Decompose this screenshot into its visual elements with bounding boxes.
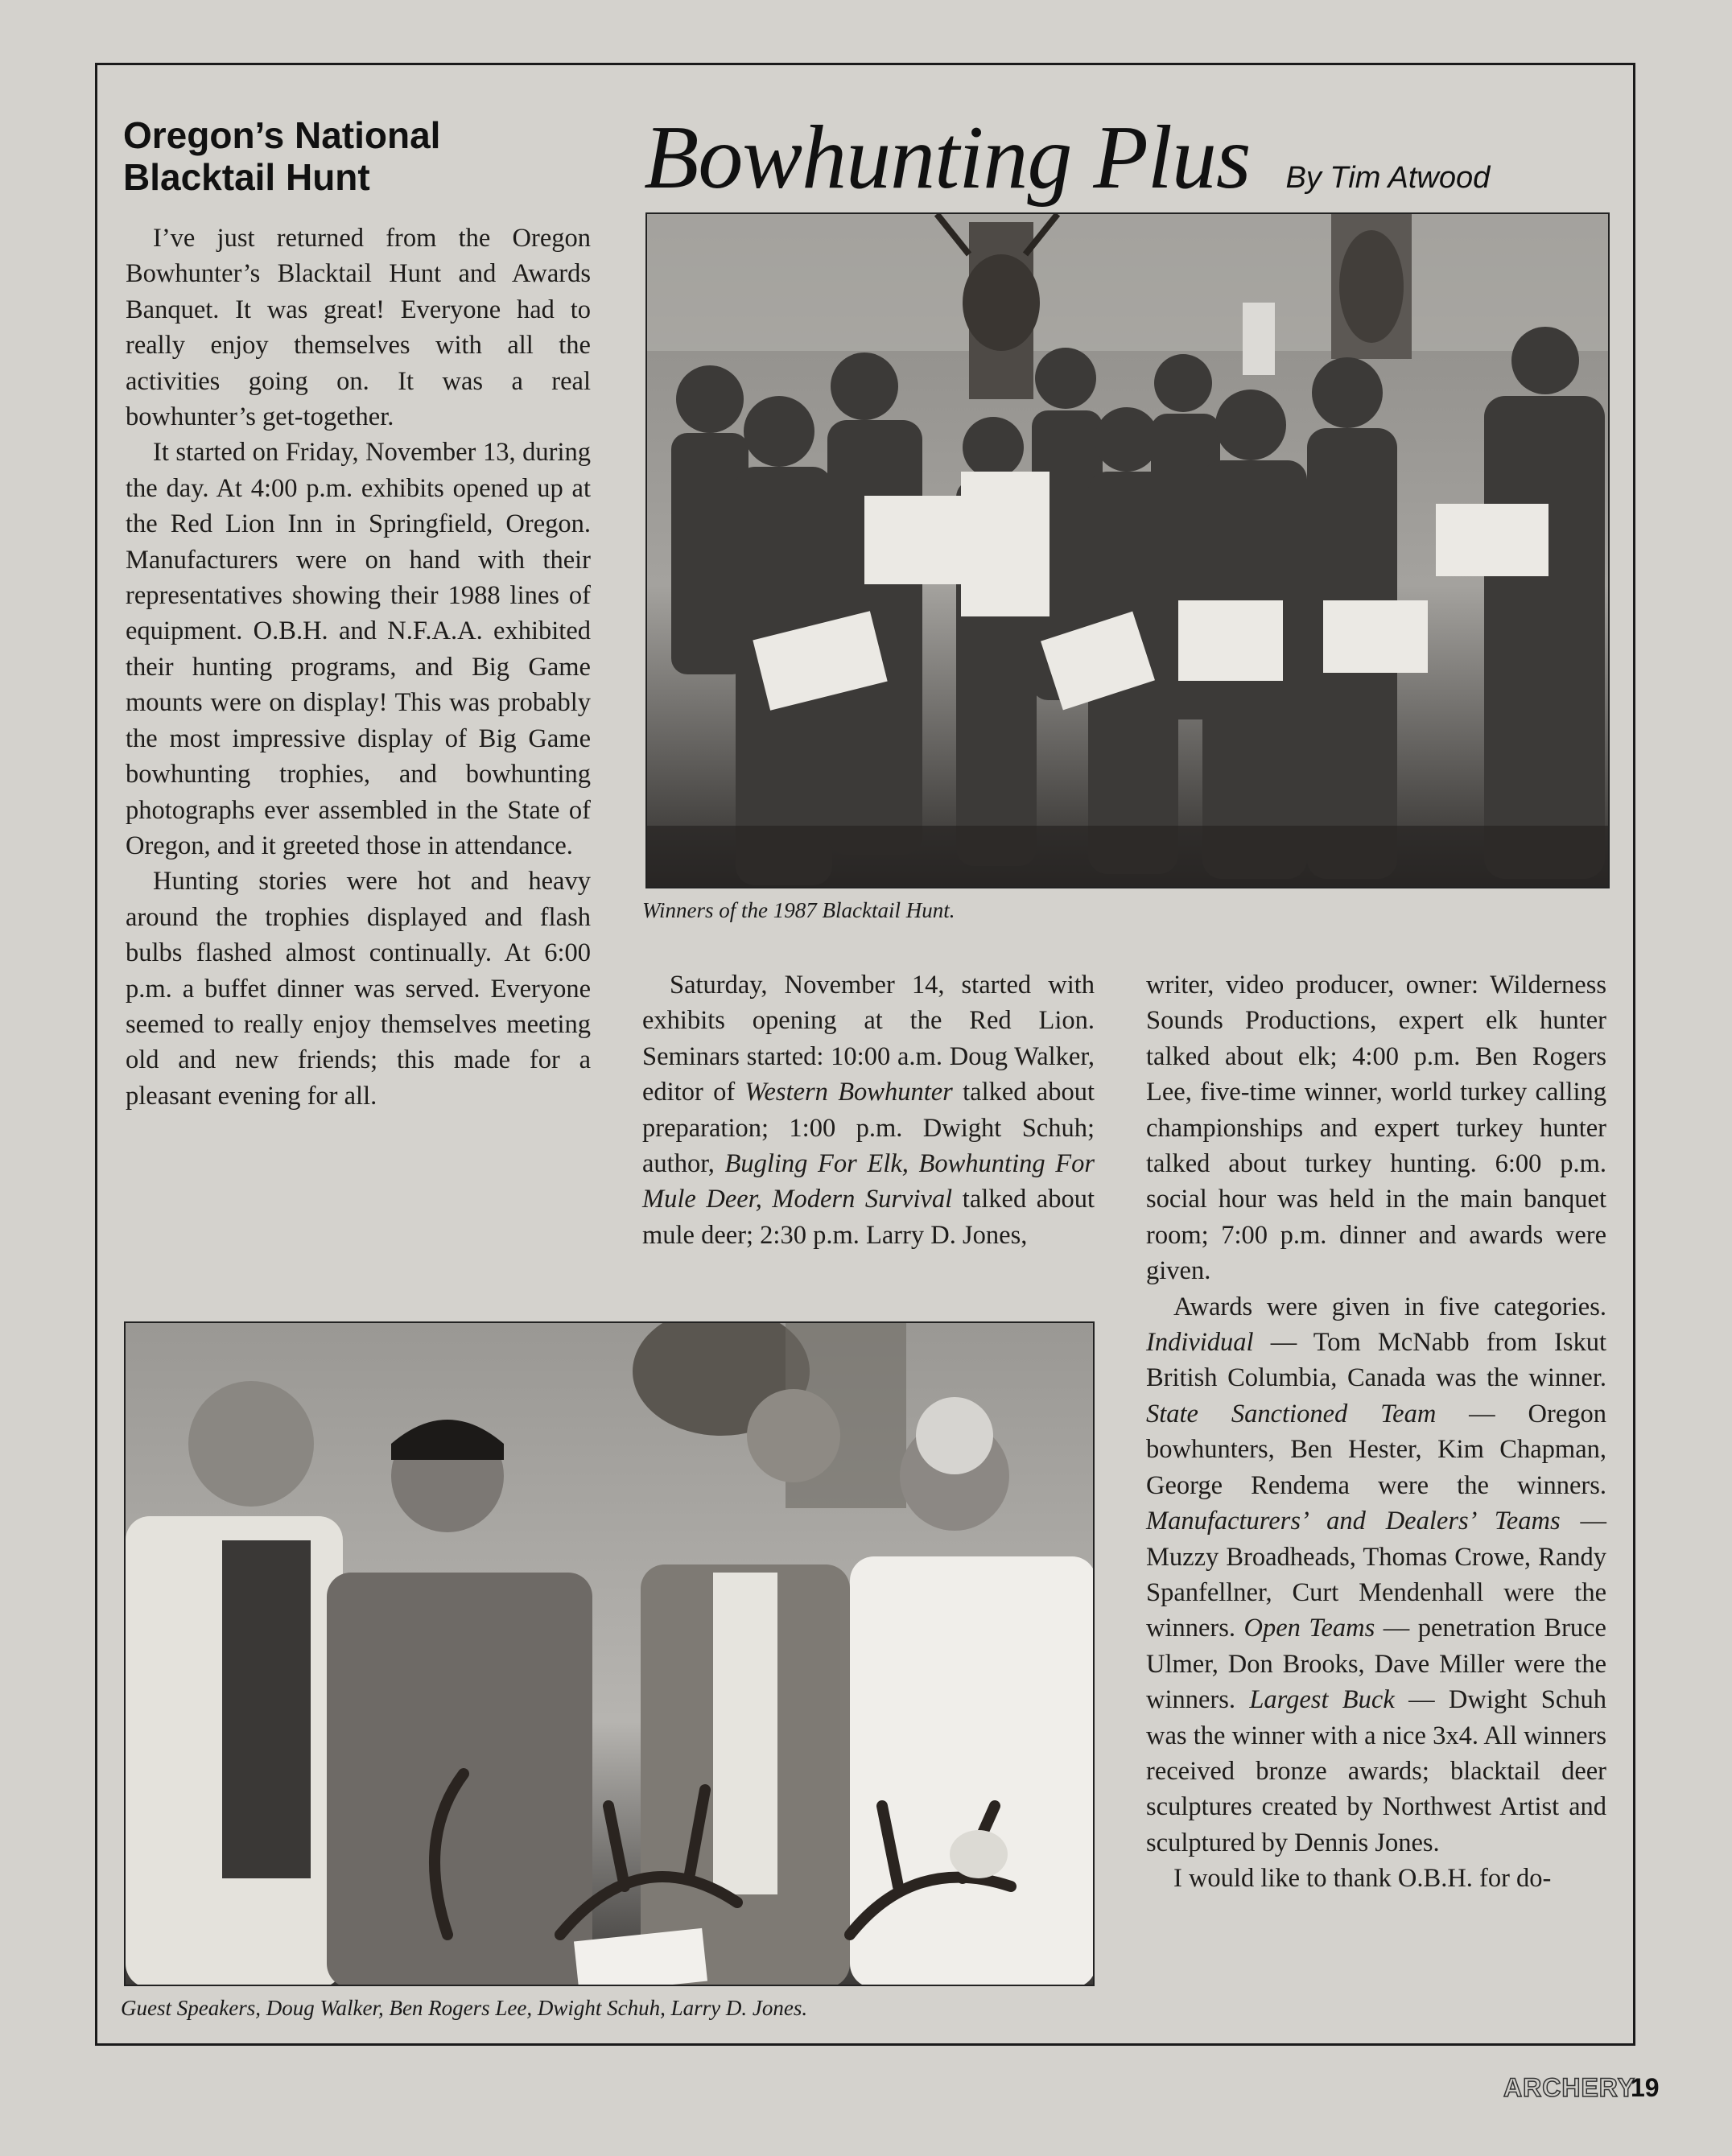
photo-caption: Guest Speakers, Doug Walker, Ben Rogers Lee, Dwight Schuh, Larry D. Jones. <box>121 1996 808 2020</box>
page-number: 19 <box>1631 2073 1660 2102</box>
column-title-main: Bowhunting Plus <box>644 108 1251 208</box>
paragraph: Saturday, November 14, started with exhibits opening at the Red Lion. Seminars started: 10:00 a.m. Doug Walker, editor of Western Bowhunter talked about preparation; 1:00 p.m. Dwight Schuh; author, Bugling For Elk, Bowhunting For Mule Deer, Modern Survival talked about mule deer; 2:30 p.m. Larry D. Jones, <box>642 971 1095 1250</box>
headline-line-2: Blacktail Hunt <box>123 156 370 198</box>
column-title <box>644 106 1610 208</box>
byline: By Tim Atwood <box>1285 161 1491 195</box>
guest-speakers-photo <box>124 1321 1095 1986</box>
paragraph: Awards were given in five categories. Individual — Tom McNabb from Iskut British Columbia, Canada was the winner. State Sanctioned Team — Oregon bowhunters, Ben Hester, Kim Chapman, George Rendema were the winners. Manufacturers’ and Dealers’ Teams — Muzzy Broadheads, Thomas Crowe, Randy Spanfellner, Curt Mendenhall were the winners. Open Teams — penetration Bruce Ulmer, Don Brooks, Dave Miller were the winners. Largest Buck — Dwight Schuh was the winner with a nice 3x4. All winners received bronze awards; blacktail deer sculptures created by Northwest Artist and sculptured by Dennis Jones. <box>1146 1292 1606 1857</box>
headline-line-1: Oregon’s National <box>123 114 441 156</box>
page-footer <box>1503 2070 1664 2105</box>
magazine-logo: ARCHERY <box>1503 2073 1636 2102</box>
paragraph: Hunting stories were hot and heavy around the trophies displayed and flash bulbs flashed almost continually. At 6:00 p.m. a buffet dinner was served. Everyone seemed to really enjoy themselves meeting old and new friends; this made for a pleasant evening for all. <box>126 867 591 1111</box>
paragraph: I would like to thank O.B.H. for do- <box>1173 1864 1552 1894</box>
paragraph: I’ve just returned from the Oregon Bowhunter’s Blacktail Hunt and Awards Banquet. It was great! Everyone had to really enjoy themselves with all the activities going on. It was a real bowhunter’s get-together. <box>126 224 591 432</box>
text-column-3 <box>1146 967 1606 1897</box>
photo-caption: Winners of the 1987 Blacktail Hunt. <box>642 898 955 922</box>
winners-group-photo <box>645 212 1610 888</box>
article-headline <box>123 114 622 198</box>
paragraph: writer, video producer, owner: Wilderness Sounds Productions, expert elk hunter talked about elk; 4:00 p.m. Ben Rogers Lee, five-time winner, world turkey calling championships and expert turkey hunter talked about turkey hunting. 6:00 p.m. social hour was held in the main banquet room; 7:00 p.m. dinner and awards were given. <box>1146 971 1606 1286</box>
text-column-2 <box>642 967 1095 1253</box>
text-column-1 <box>126 221 591 1114</box>
paragraph: It started on Friday, November 13, during the day. At 4:00 p.m. exhibits opened up at the Red Lion Inn in Springfield, Oregon. Manufacturers were on hand with their representatives showing their 1988 lines of equipment. O.B.H. and N.F.A.A. exhibited their hunting programs, and Big Game mounts were on display! This was probably the most impressive display of Big Game bowhunting trophies, and bowhunting photographs ever assembled in the State of Oregon, and it greeted those in attendance. <box>126 438 591 860</box>
